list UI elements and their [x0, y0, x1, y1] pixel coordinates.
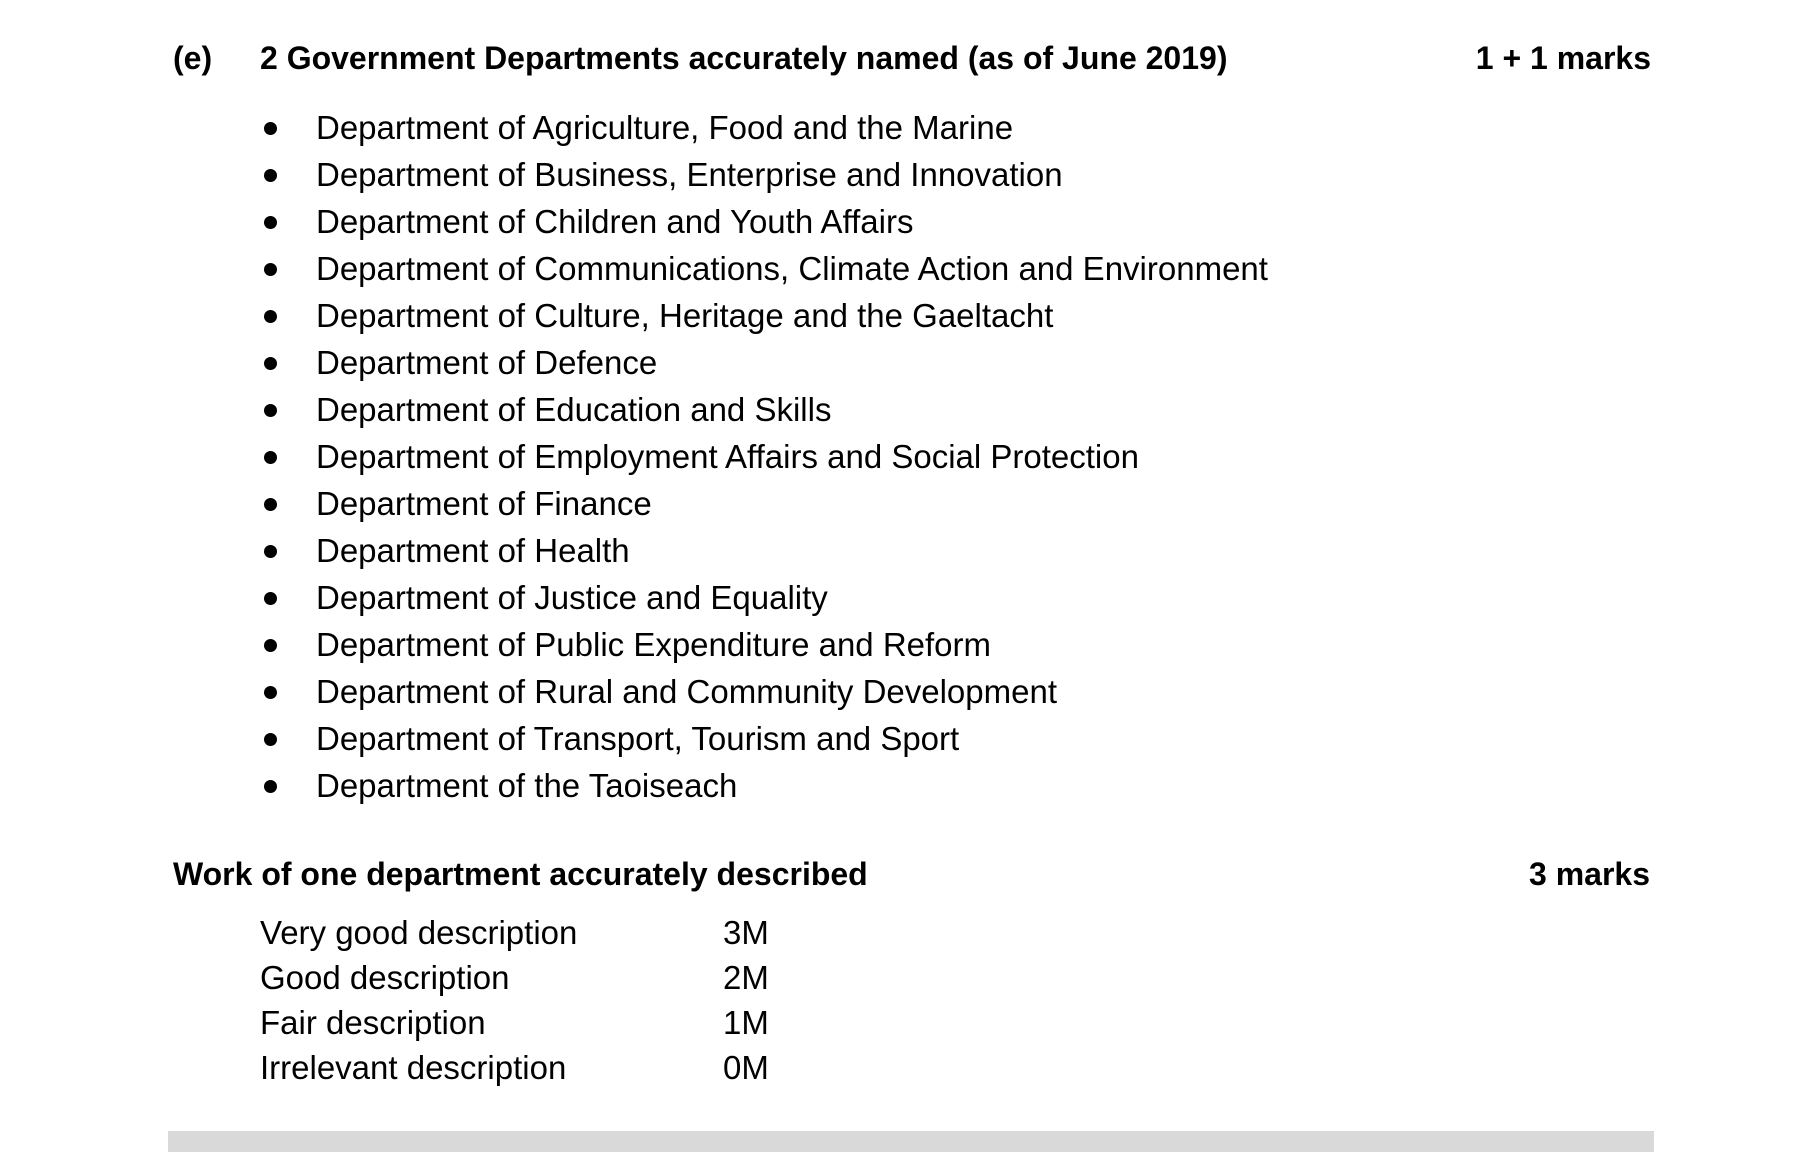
part-label: (e): [173, 40, 213, 76]
description-section-heading-row: [173, 850, 1650, 898]
department-name: Department of Rural and Community Development: [316, 673, 1058, 710]
list-item: [258, 386, 1268, 433]
list-item: [258, 433, 1268, 480]
department-name: Department of Health: [316, 532, 630, 569]
department-name: Department of Defence: [316, 344, 658, 381]
list-item: [258, 762, 1268, 809]
rubric-mark: 0M: [723, 1049, 769, 1086]
list-item: [258, 245, 1268, 292]
bullet-icon: [264, 639, 277, 652]
bullet-icon: [264, 404, 277, 417]
footer-divider-bar: [168, 1131, 1654, 1152]
department-name: Department of Justice and Equality: [316, 579, 828, 616]
department-name: Department of Public Expenditure and Reform: [316, 626, 992, 663]
question-heading-row: [173, 34, 1651, 82]
bullet-icon: [264, 216, 277, 229]
list-item: [258, 151, 1268, 198]
bullet-icon: [264, 169, 277, 182]
rubric-mark: 1M: [723, 1004, 769, 1041]
list-item: [258, 715, 1268, 762]
list-item: [258, 339, 1268, 386]
department-name: Department of Employment Affairs and Social Protection: [316, 438, 1139, 475]
bullet-icon: [264, 263, 277, 276]
list-item: [258, 198, 1268, 245]
list-item: [258, 292, 1268, 339]
department-name: Department of Culture, Heritage and the Gaeltacht: [316, 297, 1054, 334]
question-marks: 1 + 1 marks: [1475, 40, 1651, 76]
department-name: Department of Transport, Tourism and Sport: [316, 720, 960, 757]
bullet-icon: [264, 498, 277, 511]
list-item: [258, 480, 1268, 527]
bullet-icon: [264, 545, 277, 558]
department-list: [258, 104, 1268, 809]
list-item: [258, 527, 1268, 574]
department-name: Department of Children and Youth Affairs: [316, 203, 914, 240]
department-name: Department of the Taoiseach: [316, 767, 738, 804]
bullet-icon: [264, 451, 277, 464]
list-item: [258, 104, 1268, 151]
question-heading: 2 Government Departments accurately named (as of June 2019): [260, 40, 1228, 76]
bullet-icon: [264, 592, 277, 605]
rubric-label: Good description: [260, 959, 510, 996]
bullet-icon: [264, 780, 277, 793]
rubric-label: Very good description: [260, 914, 578, 951]
department-name: Department of Finance: [316, 485, 652, 522]
bullet-icon: [264, 122, 277, 135]
list-item: [258, 621, 1268, 668]
bullet-icon: [264, 733, 277, 746]
list-item: [258, 668, 1268, 715]
section-title: Work of one department accurately described: [173, 856, 868, 892]
rubric-label: Fair description: [260, 1004, 486, 1041]
bullet-icon: [264, 686, 277, 699]
department-name: Department of Communications, Climate Action and Environment: [316, 250, 1268, 287]
department-name: Department of Agriculture, Food and the Marine: [316, 109, 1014, 146]
section-marks: 3 marks: [1529, 856, 1650, 892]
rubric-mark: 2M: [723, 959, 769, 996]
department-name: Department of Education and Skills: [316, 391, 832, 428]
bullet-icon: [264, 357, 277, 370]
bullet-icon: [264, 310, 277, 323]
rubric-mark: 3M: [723, 914, 769, 951]
department-name: Department of Business, Enterprise and Innovation: [316, 156, 1063, 193]
rubric-label: Irrelevant description: [260, 1049, 567, 1086]
list-item: [258, 574, 1268, 621]
